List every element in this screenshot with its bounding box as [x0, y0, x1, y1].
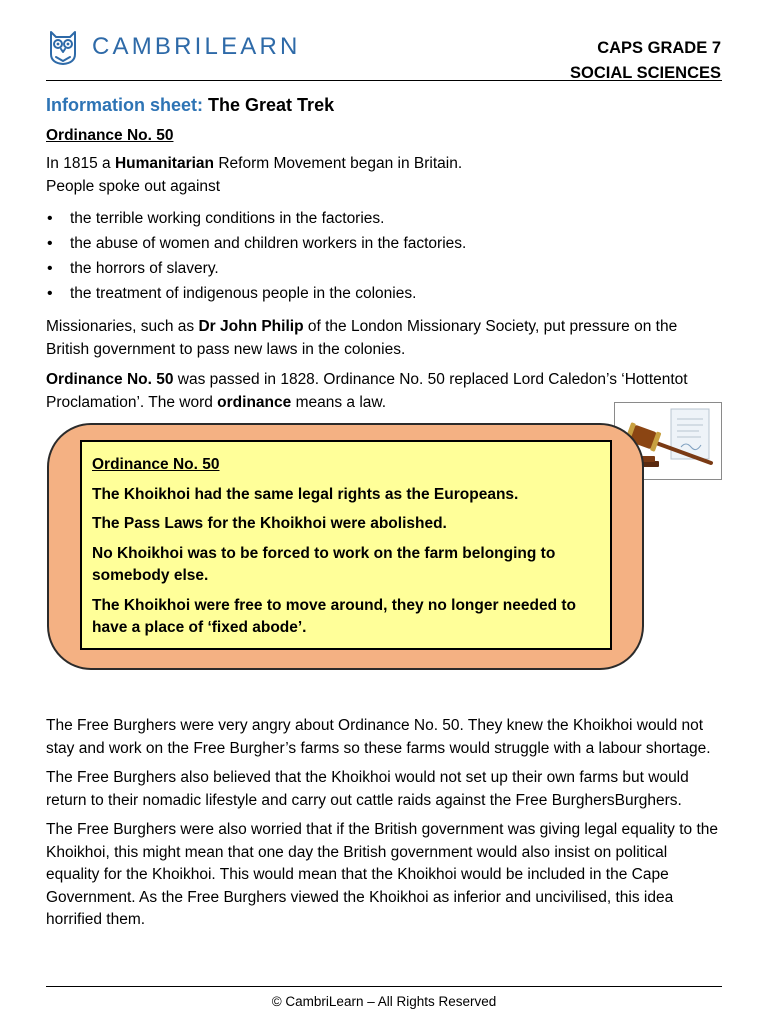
- body-paragraph: The Free Burghers also believed that the Khoikhoi would not set up their own farms but would return to their nomadic lifestyle and carry out cattle raids against the Free BurghersBurghers.: [46, 769, 689, 809]
- owl-logo-icon: [46, 28, 80, 66]
- page-title-text: The Great Trek: [208, 95, 335, 115]
- grade-label: CAPS GRADE 7: [597, 39, 721, 57]
- subject-label: SOCIAL SCIENCES: [570, 64, 721, 82]
- list-item: • the abuse of women and children workers in the factories.: [46, 231, 722, 256]
- box-point: The Khoikhoi had the same legal rights as the Europeans.: [92, 485, 519, 503]
- humanitarian-term: Humanitarian: [114, 155, 215, 172]
- body-paragraph: The Free Burghers were also worried that if the British government was giving legal equality to the Khoikhoi, this might mean that one day the British government would also insist on political equality for the Khoikhoi. This would mean that the Khoikhoi would be included in the Cape Government. As the Free Burghers viewed the Khoikhoi as inferior and uncivilised, this idea horrified them.: [46, 821, 719, 928]
- brand-name: CAMBRILEARN: [92, 33, 301, 60]
- page-title: [46, 94, 722, 117]
- main-content: [46, 94, 722, 422]
- ordinance-summary-box: [80, 440, 612, 650]
- page-title-label: Information sheet:: [46, 95, 204, 115]
- intro-paragraph: In 1815 a Humanitarian Reform Movement began in Britain. People spoke out against: [46, 155, 463, 195]
- body-paragraph: The Free Burghers were very angry about Ordinance No. 50. They knew the Khoikhoi would not stay and work on the Free Burgher’s farms so these farms would struggle with a labour shortage.: [46, 717, 711, 757]
- brand-logo: [46, 28, 301, 66]
- free-burghers-section: [46, 715, 722, 939]
- box-point: The Pass Laws for the Khoikhoi were abolished.: [92, 515, 447, 532]
- section-heading: Ordinance No. 50: [46, 126, 174, 144]
- ordinance-term: Ordinance No. 50: [46, 371, 174, 388]
- grade-subject-header: [570, 36, 721, 86]
- list-item: • the horrors of slavery.: [46, 256, 722, 281]
- box-point: No Khoikhoi was to be forced to work on the farm belonging to somebody else.: [92, 544, 556, 584]
- ordinance-paragraph: Ordinance No. 50 was passed in 1828. Ordinance No. 50 replaced Lord Caledon’s ‘Hottentot Proclamation’. The word ordinance means a law.: [46, 371, 688, 411]
- header-divider: [46, 80, 722, 81]
- john-philip-term: Dr John Philip: [198, 318, 304, 335]
- missionaries-paragraph: Missionaries, such as Dr John Philip of the London Missionary Society, put pressure on the British government to pass new laws in the colonies.: [46, 318, 678, 358]
- box-point: The Khoikhoi were free to move around, they no longer needed to have a place of ‘fixed abode’.: [92, 596, 577, 636]
- box-heading: Ordinance No. 50: [92, 456, 220, 473]
- copyright-footer: © CambriLearn – All Rights Reserved: [271, 994, 497, 1009]
- footer-divider: [46, 986, 722, 987]
- list-item: • the treatment of indigenous people in the colonies.: [46, 281, 722, 306]
- protest-list: [46, 206, 722, 306]
- list-item: • the terrible working conditions in the factories.: [46, 206, 722, 231]
- ordinance-word: ordinance: [217, 393, 292, 411]
